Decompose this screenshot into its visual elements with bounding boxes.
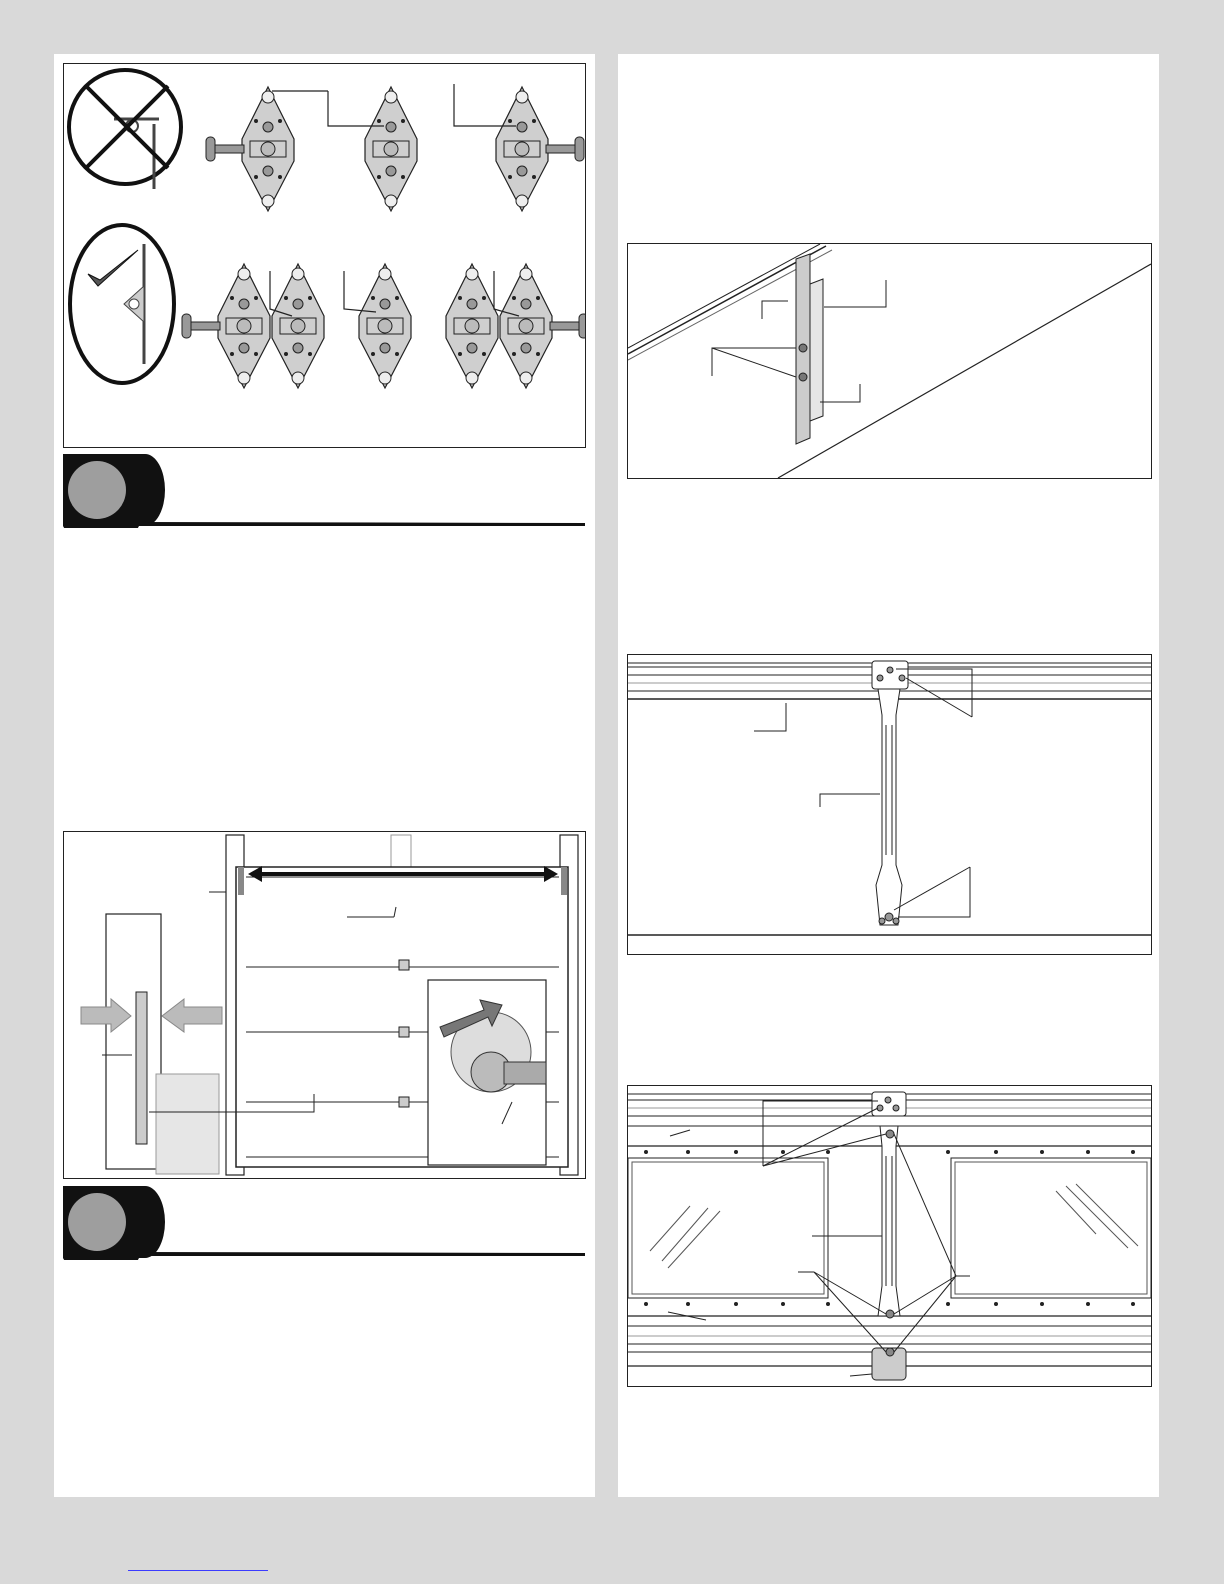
- step-badge-icon: [63, 1186, 585, 1260]
- door-frame-diagram: [64, 832, 585, 1178]
- strut-top-view-diagram: [628, 655, 1151, 954]
- hinge-figure: [63, 63, 586, 448]
- hinge-diagram: [64, 64, 585, 447]
- step-header-a: [63, 454, 585, 528]
- check-mark-icon: [70, 225, 174, 383]
- door-frame-figure: [63, 831, 586, 1179]
- window-section-diagram: [628, 1086, 1151, 1386]
- bracket-figure: [627, 243, 1152, 479]
- footer-link-underline[interactable]: [128, 1570, 268, 1571]
- step-badge-icon: [63, 454, 585, 528]
- window-section-figure: [627, 1085, 1152, 1387]
- reinforcement-bracket-diagram: [628, 244, 1151, 478]
- x-mark-icon: [69, 70, 181, 189]
- strut-figure: [627, 654, 1152, 955]
- step-header-b: [63, 1186, 585, 1260]
